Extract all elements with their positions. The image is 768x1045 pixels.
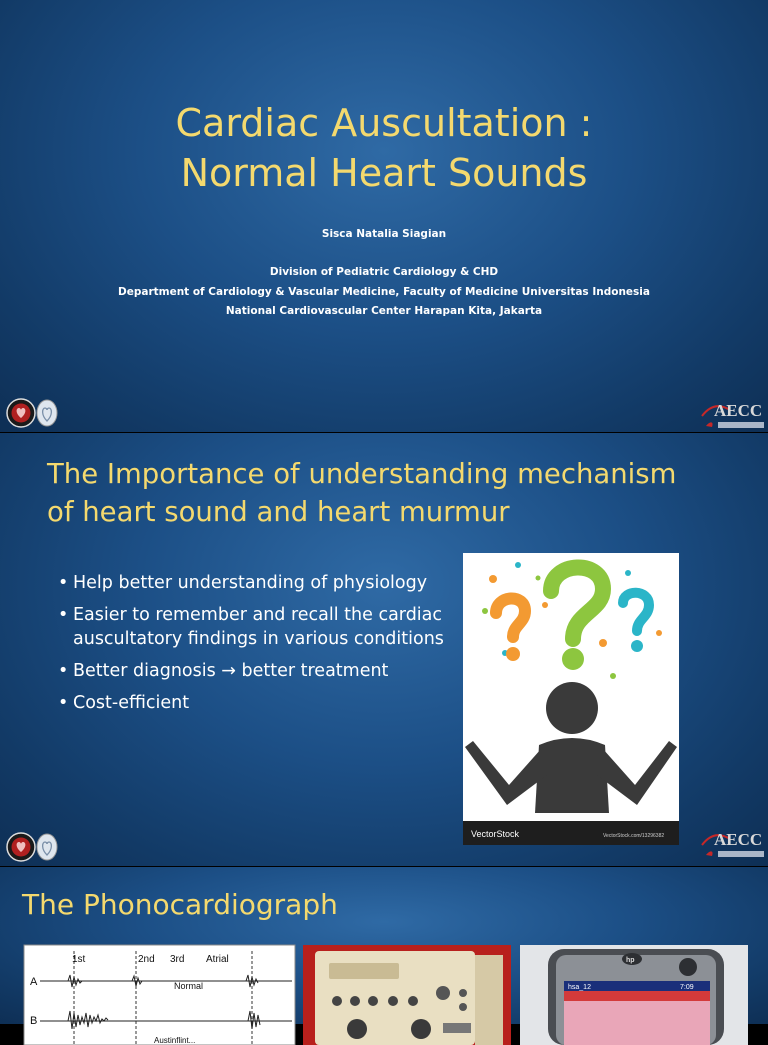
watermark-text: VectorStock	[471, 829, 520, 839]
pda-device-image	[520, 945, 748, 1045]
bullet-item: • Easier to remember and recall the cardiac auscultatory findings in various conditions	[58, 603, 450, 651]
label-atrial-sound: Atrial	[206, 954, 229, 965]
author-name: Sisca Natalia Siagian	[321, 228, 447, 240]
slide-title-line1: The Importance of understanding mechanism	[47, 458, 677, 490]
normal-trace-label: Normal	[174, 981, 204, 991]
aecc-logo	[700, 825, 766, 861]
label-first-sound: 1st	[72, 954, 86, 965]
affiliation-line: Division of Pediatric Cardiology & CHD	[269, 266, 499, 278]
slide-title: The Phonocardiograph	[22, 888, 338, 921]
svg-text:hp: hp	[626, 957, 635, 964]
label-second-sound: 2nd	[138, 954, 155, 965]
importance-slide	[0, 433, 768, 866]
phonocardiograph-device-image	[303, 945, 511, 1045]
heart-seal-logo	[4, 396, 60, 430]
aecc-logo	[700, 396, 766, 432]
bullet-list	[58, 571, 450, 723]
slide-title	[47, 455, 676, 531]
slide-title-line2: of heart sound and heart murmur	[47, 496, 510, 528]
row-label-b: B	[30, 1015, 38, 1027]
slide-title-line1: Cardiac Auscultation :	[175, 101, 593, 145]
bullet-item: • Better diagnosis → better treatment	[58, 659, 450, 683]
watermark-url: VectorStock.com/13296382	[603, 833, 665, 839]
bullet-item: • Cost-efficient	[58, 691, 450, 715]
aecc-logo-text: AECC	[714, 830, 763, 849]
slide-title	[0, 98, 768, 198]
abnormal-trace-label: Austinflint...	[154, 1036, 196, 1045]
phonocardiograph-slide	[0, 867, 768, 1045]
label-third-sound: 3rd	[170, 954, 185, 965]
pda-time: 7:09	[680, 984, 694, 991]
affiliation-line: National Cardiovascular Center Harapan Kita, Jakarta	[225, 305, 543, 317]
affiliation-line: Department of Cardiology & Vascular Medicine, Faculty of Medicine Universitas Indonesia	[118, 285, 650, 298]
title-slide	[0, 0, 768, 432]
bullet-item: • Help better understanding of physiology	[58, 571, 450, 595]
pda-app-label: hsa_12	[568, 984, 591, 991]
row-label-a: A	[30, 976, 38, 988]
slide-title-line2: Normal Heart Sounds	[180, 151, 588, 195]
phonocardiogram-image	[24, 945, 295, 1045]
confused-person-illustration	[463, 553, 679, 845]
heart-seal-logo	[4, 830, 60, 864]
aecc-logo-text: AECC	[714, 401, 763, 420]
affiliation-block	[0, 263, 768, 322]
